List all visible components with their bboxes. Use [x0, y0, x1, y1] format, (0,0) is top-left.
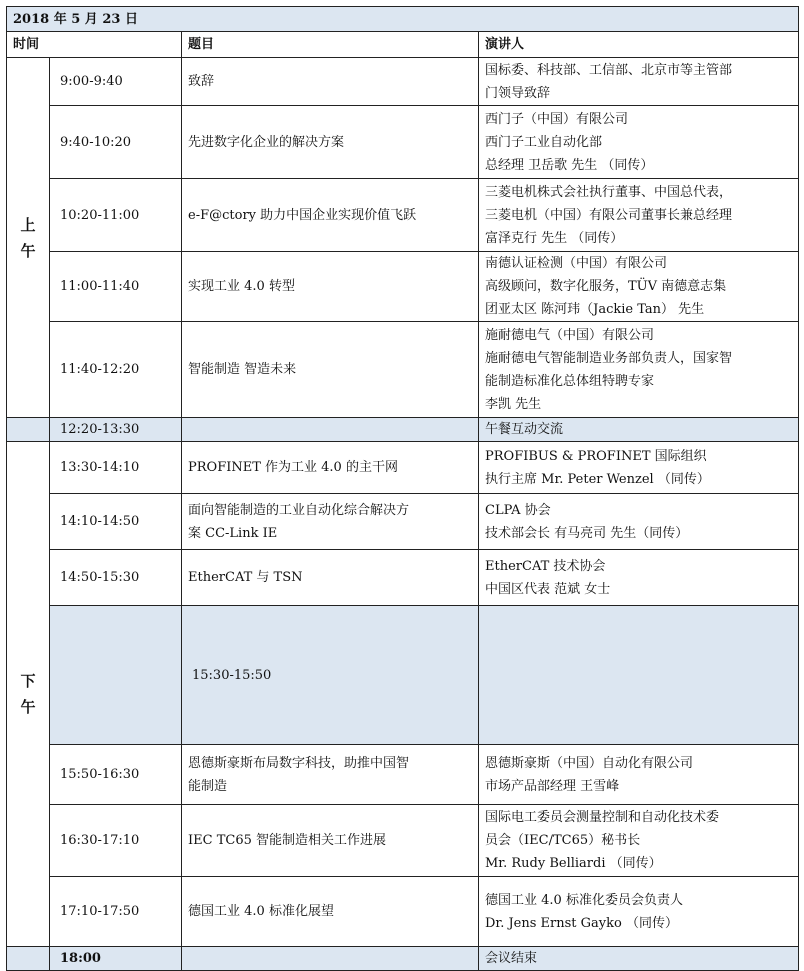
agenda-row: [7, 179, 799, 252]
agenda-row: [7, 745, 799, 805]
agenda-row: [7, 322, 799, 418]
agenda-row: [7, 58, 799, 106]
session-label-afternoon: [7, 442, 50, 947]
lunch-row: [7, 418, 799, 442]
header-speaker: 演讲人: [479, 32, 799, 58]
date-label: 2018 年 5 月 23 日: [7, 7, 799, 32]
end-row: [7, 947, 799, 971]
header-time: 时间: [7, 32, 182, 58]
blank-cell: [50, 606, 182, 745]
talk-speaker: EtherCAT 技术协会 中国区代表 范斌 女士: [479, 550, 799, 606]
time-slot: 14:50-15:30: [50, 550, 182, 606]
time-slot: 13:30-14:10: [50, 442, 182, 494]
agenda-row: [7, 494, 799, 550]
session-char: 午: [20, 698, 36, 716]
talk-speaker: CLPA 协会 技术部会长 有马亮司 先生（同传）: [479, 494, 799, 550]
talk-speaker: 西门子（中国）有限公司 西门子工业自动化部 总经理 卫岳歌 先生 （同传）: [479, 106, 799, 179]
agenda-table: [6, 6, 799, 971]
talk-topic: 智能制造 智造未来: [182, 322, 479, 418]
session-char: 下: [20, 672, 36, 690]
time-slot: 10:20-11:00: [50, 179, 182, 252]
end-label: 会议结束: [479, 947, 799, 971]
talk-speaker: 三菱电机株式会社执行董事、中国总代表， 三菱电机（中国）有限公司董事长兼总经理 富泽克行 先生 （同传）: [479, 179, 799, 252]
tea-row: [7, 606, 799, 745]
talk-speaker: 南德认证检测（中国）有限公司 高级顾问，数字化服务，TÜV 南德意志集 团亚太区 陈河玮（Jackie Tan） 先生: [479, 252, 799, 322]
agenda-row: [7, 106, 799, 179]
talk-topic: 面向智能制造的工业自动化综合解决方 案 CC-Link IE: [182, 494, 479, 550]
header-row: [7, 32, 799, 58]
talk-topic: 致辞: [182, 58, 479, 106]
blank-cell: [182, 947, 479, 971]
talk-speaker: 德国工业 4.0 标准化委员会负责人 Dr. Jens Ernst Gayko （同传）: [479, 877, 799, 947]
talk-topic: 恩德斯豪斯布局数字科技，助推中国智 能制造: [182, 745, 479, 805]
talk-topic: 先进数字化企业的解决方案: [182, 106, 479, 179]
blank-cell: [479, 606, 799, 745]
talk-topic: PROFINET 作为工业 4.0 的主干网: [182, 442, 479, 494]
time-slot: 12:20-13:30: [50, 418, 182, 442]
agenda-row: [7, 877, 799, 947]
blank-cell: [7, 947, 50, 971]
talk-topic: IEC TC65 智能制造相关工作进展: [182, 805, 479, 877]
agenda-row: [7, 550, 799, 606]
session-label-morning: [7, 58, 50, 418]
talk-topic: 德国工业 4.0 标准化展望: [182, 877, 479, 947]
talk-topic: EtherCAT 与 TSN: [182, 550, 479, 606]
time-slot: 16:30-17:10: [50, 805, 182, 877]
talk-speaker: 恩德斯豪斯（中国）自动化有限公司 市场产品部经理 王雪峰: [479, 745, 799, 805]
agenda-row: [7, 805, 799, 877]
date-row: [7, 7, 799, 32]
time-slot: 14:10-14:50: [50, 494, 182, 550]
time-slot: 11:40-12:20: [50, 322, 182, 418]
talk-speaker: 施耐德电气（中国）有限公司 施耐德电气智能制造业务部负责人，国家智 能制造标准化总体组特聘专家 李凯 先生: [479, 322, 799, 418]
time-slot: 15:50-16:30: [50, 745, 182, 805]
talk-topic: 实现工业 4.0 转型: [182, 252, 479, 322]
agenda-row: [7, 442, 799, 494]
header-topic: 题目: [182, 32, 479, 58]
blank-cell: [7, 418, 50, 442]
time-slot: 15:30-15:50: [182, 606, 479, 745]
session-char: 上: [20, 215, 36, 234]
time-slot: 18:00: [50, 947, 182, 971]
blank-cell: [182, 418, 479, 442]
session-char: 午: [20, 241, 36, 260]
time-slot: 9:00-9:40: [50, 58, 182, 106]
talk-speaker: 国际电工委员会测量控制和自动化技术委 员会（IEC/TC65）秘书长 Mr. Rudy Belliardi （同传）: [479, 805, 799, 877]
time-slot: 17:10-17:50: [50, 877, 182, 947]
agenda-row: [7, 252, 799, 322]
time-slot: 11:00-11:40: [50, 252, 182, 322]
time-slot: 9:40-10:20: [50, 106, 182, 179]
talk-speaker: 国标委、科技部、工信部、北京市等主管部 门领导致辞: [479, 58, 799, 106]
lunch-label: 午餐互动交流: [479, 418, 799, 442]
talk-topic: e-F@ctory 助力中国企业实现价值飞跃: [182, 179, 479, 252]
talk-speaker: PROFIBUS & PROFINET 国际组织 执行主席 Mr. Peter Wenzel （同传）: [479, 442, 799, 494]
